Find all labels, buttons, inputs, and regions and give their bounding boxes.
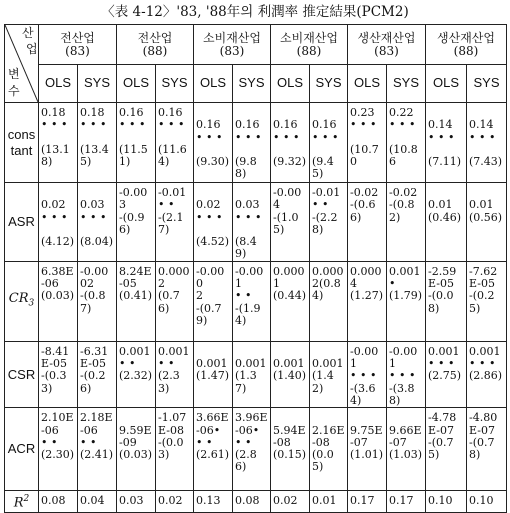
estimator-header: OLS — [271, 65, 310, 103]
group-header: 생산재산업 (88) — [426, 25, 507, 65]
table-cell: 2.18E -06 • • (2.41) — [78, 408, 117, 491]
table-cell: 0.10 — [426, 491, 467, 512]
table-row — [5, 261, 507, 341]
table-cell: 0.001 • • • (2.75) — [426, 341, 467, 407]
table-cell: 0.0004 (1.27) — [348, 261, 387, 341]
table-cell: -0.001 • • • -(3.64) — [348, 341, 387, 407]
table-cell: 0.17 — [348, 491, 387, 512]
corner-top-2: 업 — [26, 42, 38, 56]
table-cell: 2.16E -08 (0.05) — [310, 408, 348, 491]
table-cell: 0.0001 (0.44) — [271, 261, 310, 341]
estimator-header: SYS — [233, 65, 271, 103]
table-cell: -1.07 E-08 -(0.0 3) — [156, 408, 194, 491]
table-cell: 0.03 • • • (8.04) — [78, 183, 117, 262]
table-cell: 0.02 — [271, 491, 310, 512]
estimator-header: OLS — [194, 65, 233, 103]
row-label: ASR — [5, 183, 39, 262]
table-cell: 9.59E -09 (0.03) — [117, 408, 156, 491]
table-cell: 0.01 — [310, 491, 348, 512]
estimator-header: SYS — [387, 65, 426, 103]
row-label: CSR — [5, 341, 39, 407]
table-cell: 0.01 (0.46) — [426, 183, 467, 262]
estimator-header-row — [5, 65, 507, 103]
corner-bottom-1: 변 — [8, 67, 20, 81]
table-cell: 0.16 • • • (9.30) — [194, 103, 233, 183]
estimator-header: OLS — [39, 65, 78, 103]
corner-top-1: 산 — [22, 26, 34, 40]
row-label: cons tant — [5, 103, 39, 183]
table-cell: 3.96E -06• • • (2.86) — [233, 408, 271, 491]
table-row — [5, 103, 507, 183]
table-cell: -0.01 • • -(2.1 7) — [156, 183, 194, 262]
table-cell: 0.001 (1.37) — [233, 341, 271, 407]
table-cell: 0.22 • • • (10.86 — [387, 103, 426, 183]
table-cell: 0.16 • • • (9.88) — [233, 103, 271, 183]
table-row — [5, 341, 507, 407]
estimator-header: OLS — [426, 65, 467, 103]
group-header: 전산업 (88) — [117, 25, 194, 65]
table-cell: 0.16 • • • (11.5 1) — [117, 103, 156, 183]
table-cell: -0.001 • • • -(3.88) — [387, 341, 426, 407]
table-cell: -0.000 2 -(0.79) — [194, 261, 233, 341]
table-cell: -4.80 E-07 -(0.78) — [467, 408, 507, 491]
group-header: 소비재산업 (83) — [194, 25, 271, 65]
table-cell: 0.14 • • • (7.11) — [426, 103, 467, 183]
row-label: $CR_3$ — [5, 261, 39, 341]
table-cell: 0.03 — [117, 491, 156, 512]
estimator-header: SYS — [467, 65, 507, 103]
table-cell: 5.94E -08 (0.15) — [271, 408, 310, 491]
table-cell: -0.001 • • -(1.94) — [233, 261, 271, 341]
table-cell: -8.41 E-05 -(0.3 3) — [39, 341, 78, 407]
corner-bottom-2: 수 — [8, 84, 20, 98]
table-cell: 0.10 — [467, 491, 507, 512]
table-title: 〈表 4-12〉'83, '88年의 利潤率 推定結果(PCM2) — [101, 4, 409, 20]
group-header: 생산재산업 (83) — [348, 25, 426, 65]
table-cell: 0.000 2 (0.76) — [156, 261, 194, 341]
table-cell: -0.01 • • -(2.2 8) — [310, 183, 348, 262]
table-cell: -0.02 -(0.82) — [387, 183, 426, 262]
table-cell: -0.02 -(0.66) — [348, 183, 387, 262]
table-cell: 0.13 — [194, 491, 233, 512]
table-cell: 3.66E -06• • • (2.61) — [194, 408, 233, 491]
table-cell: -0.00 02 -(0.8 7) — [78, 261, 117, 341]
table-cell: 0.23 • • • (10.70 — [348, 103, 387, 183]
table-cell: -2.59 E-05 -(0.08) — [426, 261, 467, 341]
table-cell: -4.78 E-07 -(0.75) — [426, 408, 467, 491]
table-cell: 0.02 — [156, 491, 194, 512]
table-cell: -7.62 E-05 -(0.25) — [467, 261, 507, 341]
estimator-header: SYS — [156, 65, 194, 103]
table-cell: 0.08 — [233, 491, 271, 512]
table-cell: 2.10E -06 • • (2.30) — [39, 408, 78, 491]
group-header: 소비재산업 (88) — [271, 25, 348, 65]
results-table — [4, 24, 507, 513]
table-cell: 0.001 • • • (2.86) — [467, 341, 507, 407]
table-cell: 0.01 (0.56) — [467, 183, 507, 262]
table-cell: 0.03 • • • (8.49) — [233, 183, 271, 262]
table-cell: 0.08 — [39, 491, 78, 512]
corner-cell — [5, 25, 39, 103]
table-cell: 0.18 • • • (13.4 5) — [78, 103, 117, 183]
table-cell: 0.000 2(0.8 4) — [310, 261, 348, 341]
table-cell: 0.001 • • (2.32) — [117, 341, 156, 407]
table-cell: 0.001 (1.42) — [310, 341, 348, 407]
table-cell: 0.02 • • • (4.12) — [39, 183, 78, 262]
table-cell: 0.16 • • • (9.45) — [310, 103, 348, 183]
table-cell: 0.02 • • • (4.52) — [194, 183, 233, 262]
table-row — [5, 408, 507, 491]
table-cell: 0.14 • • • (7.43) — [467, 103, 507, 183]
table-cell: 0.001 • • (2.33) — [156, 341, 194, 407]
table-cell: 0.18 • • • (13.1 8) — [39, 103, 78, 183]
table-cell: -6.31 E-05 -(0.2 6) — [78, 341, 117, 407]
estimator-header: SYS — [310, 65, 348, 103]
table-cell: 0.001 • (1.79) — [387, 261, 426, 341]
table-cell: 0.001 (1.47) — [194, 341, 233, 407]
table-cell: -0.004 -(1.05) — [271, 183, 310, 262]
row-label: $R^2$ — [5, 491, 39, 512]
estimator-header: OLS — [117, 65, 156, 103]
table-cell: 9.75E -07 (1.01) — [348, 408, 387, 491]
table-cell: 0.001 (1.40) — [271, 341, 310, 407]
table-cell: 6.38E -06 (0.03) — [39, 261, 78, 341]
estimator-header: OLS — [348, 65, 387, 103]
group-header: 전산업 (83) — [39, 25, 117, 65]
table-row — [5, 183, 507, 262]
row-label: ACR — [5, 408, 39, 491]
table-cell: 0.16 • • • (9.32) — [271, 103, 310, 183]
table-cell: 0.16 • • • (11.6 4) — [156, 103, 194, 183]
table-cell: 8.24E -05 (0.41) — [117, 261, 156, 341]
table-cell: 0.04 — [78, 491, 117, 512]
table-row — [5, 491, 507, 512]
table-cell: -0.00 3 -(0.9 6) — [117, 183, 156, 262]
table-cell: 0.17 — [387, 491, 426, 512]
table-cell: 9.66E -07 (1.03) — [387, 408, 426, 491]
estimator-header: SYS — [78, 65, 117, 103]
group-header-row — [5, 25, 507, 65]
